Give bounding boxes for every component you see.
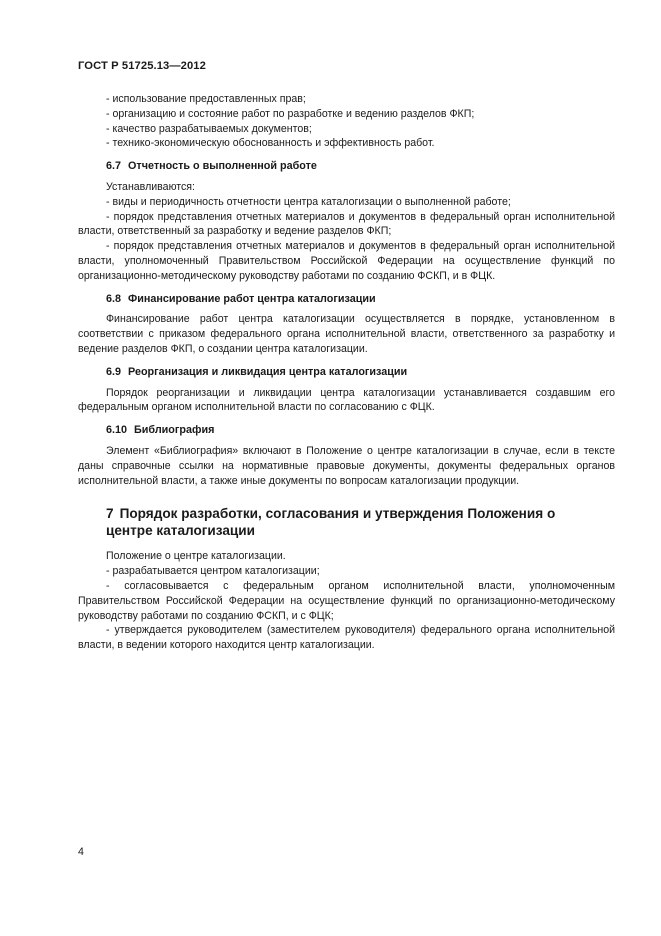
section-number: 6.8: [106, 292, 122, 305]
list-item: - качество разрабатываемых документов;: [106, 122, 312, 135]
list-item: - согласовывается с федеральным органом исполнительной власти, уполномоченным Правительством Российской Федерации на осуществление функций по организационно-методическому руководству работами по созданию ФСКП, и с ФЦК;: [78, 579, 615, 622]
section-number: 6.9: [106, 365, 122, 378]
section-heading-6-9: [78, 365, 615, 380]
section-number: 7: [106, 506, 114, 522]
list-item: - использование предоставленных прав;: [106, 93, 306, 105]
paragraph: Порядок реорганизации и ликвидации центра каталогизации устанавливается создавшим его федеральным органом исполнительной власти по согласованию с ФЦК.: [78, 386, 615, 414]
list-item: - разрабатывается центром каталогизации;: [106, 565, 320, 578]
section-title: Порядок разработки, согласования и утверждения Положения о центре каталогизации: [106, 506, 556, 538]
paragraph: Финансирование работ центра каталогизации осуществляется в порядке, установленном в соответствии с приказом федерального органа исполнительной власти, ответственного за разработку и ведение разделов ФКП, о создании центра каталогизации.: [78, 313, 615, 355]
list-item: - технико-экономическую обоснованность и эффективность работ.: [106, 137, 435, 150]
list-item: - виды и периодичность отчетности центра каталогизации о выполненной работе;: [106, 195, 511, 208]
list-item: - порядок представления отчетных материалов и документов в федеральный орган исполнительной власти, уполномоченный Правительством Российской Федерации на осуществление функций по организационно-методическому руководству работами по созданию ФСКП, и в ФЦК.: [78, 240, 615, 282]
list-item: - порядок представления отчетных материалов и документов в федеральный орган исполнительной власти, ответственный за разработку и ведение разделов ФКП;: [78, 210, 615, 238]
section-heading-6-8: [78, 292, 615, 307]
paragraph: Положение о центре каталогизации.: [106, 550, 286, 563]
section-title: Реорганизация и ликвидация центра каталогизации: [128, 365, 408, 378]
paragraph: Устанавливаются:: [106, 180, 195, 193]
document-code-header: ГОСТ Р 51725.13—2012: [78, 60, 206, 72]
section-heading-7: [78, 506, 576, 539]
section-number: 6.10: [106, 424, 128, 437]
paragraph: Элемент «Библиография» включают в Положение о центре каталогизации в случае, если в тексте даны справочные ссылки на нормативные правовые документы, документы федеральных органов исполнительной власти, а также иные документы по вопросам каталогизации продукции.: [78, 444, 615, 487]
page-number: 4: [78, 846, 84, 858]
section-title: Финансирование работ центра каталогизации: [128, 292, 376, 305]
section-heading-6-7: [78, 159, 615, 174]
page-body: [78, 92, 615, 653]
section-heading-6-10: [78, 423, 615, 438]
section-title: Отчетность о выполненной работе: [128, 160, 317, 173]
section-title: Библиография: [134, 424, 215, 437]
section-number: 6.7: [106, 160, 122, 173]
list-item: - утверждается руководителем (заместителем руководителя) федерального органа исполнительной власти, в ведении которого находится центр каталогизации.: [78, 624, 615, 652]
list-item: - организацию и состояние работ по разработке и ведению разделов ФКП;: [106, 107, 475, 120]
